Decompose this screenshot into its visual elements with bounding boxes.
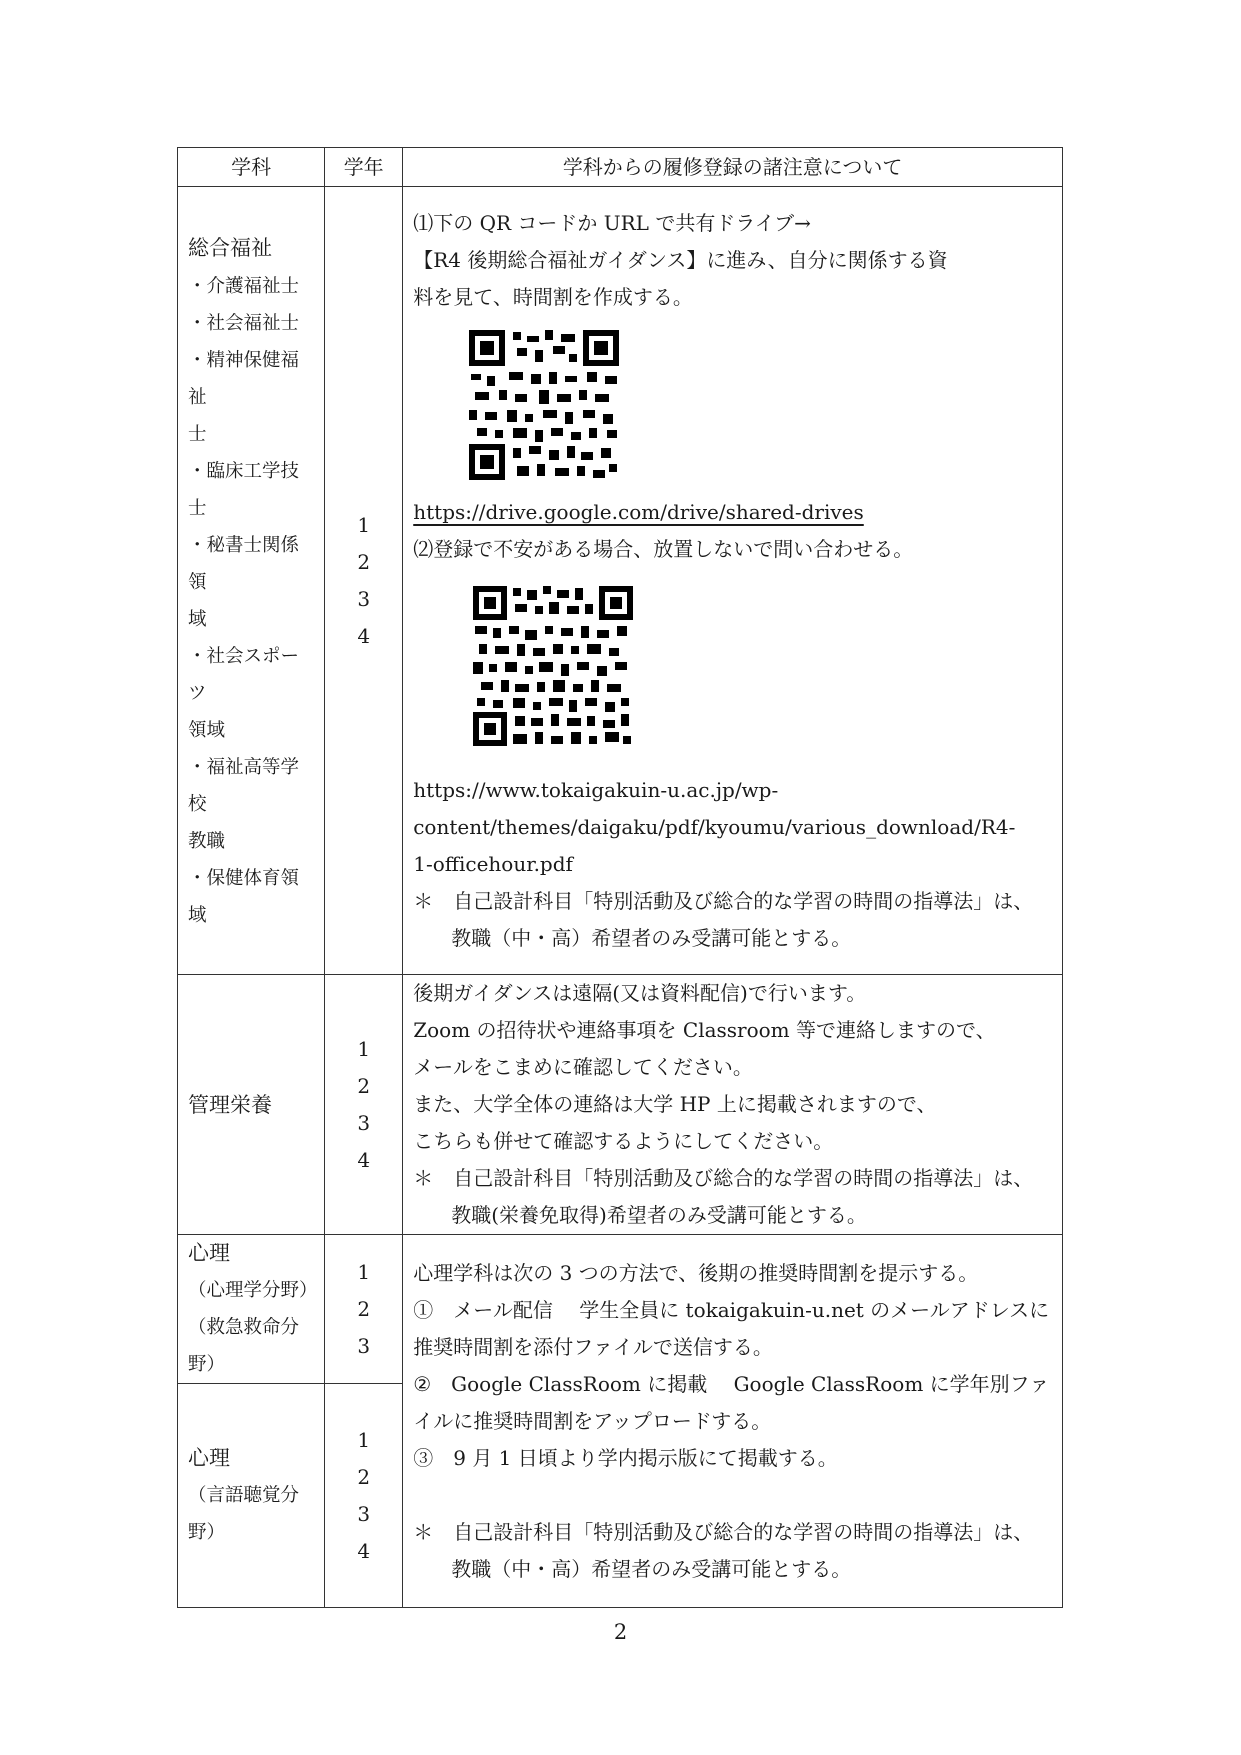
header-department: 学科 — [178, 148, 325, 187]
year-value: 2 — [357, 1464, 371, 1489]
psychology-speech-dept-cell — [178, 1384, 325, 1608]
year-value: 4 — [357, 1538, 371, 1563]
dept-item: ・介護福祉士 — [188, 275, 300, 297]
dept-item: ・社会スポーツ — [188, 645, 300, 704]
note-line: ⑴下の QR コードか URL で共有ドライブ→ — [413, 210, 811, 235]
dept-field: （心理学分野） — [188, 1280, 318, 1301]
dept-item: 教職 — [188, 830, 226, 852]
nutrition-dept-cell — [178, 975, 325, 1235]
nutrition-notes-cell — [403, 975, 1063, 1235]
dept-field: （救急救命分野） — [188, 1317, 300, 1375]
year-value: 3 — [357, 586, 371, 611]
url-line[interactable]: content/themes/daigaku/pdf/kyoumu/various_download/R4- — [413, 814, 1016, 839]
qr-code-icon — [473, 586, 633, 746]
url-line[interactable]: https://www.tokaigakuin-u.ac.jp/wp- — [413, 777, 779, 802]
dept-item: ・福祉高等学校 — [188, 756, 300, 815]
note-line: メールをこまめに確認してください。 — [413, 1055, 753, 1079]
dept-item: ・保健体育領域 — [188, 867, 300, 926]
year-value: 4 — [357, 623, 371, 648]
year-value: 1 — [357, 512, 371, 537]
dept-item: ・臨床工学技士 — [188, 460, 300, 519]
header-row — [178, 148, 1063, 187]
year-value: 3 — [357, 1110, 371, 1135]
year-value: 1 — [357, 1036, 371, 1061]
year-value: 2 — [357, 549, 371, 574]
year-value: 2 — [357, 1073, 371, 1098]
officehour-url[interactable] — [413, 809, 1052, 846]
dept-item: 域 — [188, 608, 207, 630]
row-welfare — [178, 187, 1063, 975]
dept-item: ・精神保健福祉 — [188, 349, 300, 408]
year-value: 1 — [357, 1259, 371, 1284]
header-notes: 学科からの履修登録の諸注意について — [403, 148, 1063, 187]
year-value: 2 — [357, 1296, 371, 1321]
qr-code-icon — [469, 330, 619, 480]
dept-field: （言語聴覚分野） — [188, 1485, 300, 1543]
dept-item: ・秘書士関係領 — [188, 534, 300, 593]
officehour-url[interactable] — [413, 772, 1052, 809]
page-number: 2 — [613, 1620, 628, 1644]
year-value: 4 — [357, 1147, 371, 1172]
row-nutrition — [178, 975, 1063, 1235]
note-line: 【R4 後期総合福祉ガイダンス】に進み、自分に関係する資 — [413, 247, 948, 272]
dept-name: 心理 — [188, 1446, 230, 1470]
year-value: 3 — [357, 1333, 371, 1358]
note-line: ① メール配信 学生全員に tokaigakuin-u.net のメールアドレスに推奨時間割を添付ファイルで送信する。 — [413, 1297, 1050, 1359]
nutrition-years-cell — [325, 975, 403, 1235]
dept-name: 心理 — [188, 1241, 230, 1265]
spacer — [413, 1477, 1052, 1514]
note-line: 心理学科は次の 3 つの方法で、後期の推奨時間割を提示する。 — [413, 1260, 979, 1285]
guidance-table — [177, 147, 1063, 1608]
dept-name: 総合福祉 — [188, 235, 272, 260]
psychology-notes-cell — [403, 1235, 1063, 1608]
psychology-years-cell — [325, 1235, 403, 1384]
teaching-note: ＊ 自己設計科目「特別活動及び総合的な学習の時間の指導法」は、教職（中・高）希望者のみ受講可能とする。 — [413, 1519, 1034, 1581]
welfare-dept-cell — [178, 187, 325, 975]
year-value: 1 — [357, 1427, 371, 1452]
note-line: 料を見て、時間割を作成する。 — [413, 284, 693, 309]
teaching-note: ＊ 自己設計科目「特別活動及び総合的な学習の時間の指導法」は、教職（中・高）希望者のみ受講可能とする。 — [413, 888, 1034, 950]
drive-url[interactable] — [413, 494, 1052, 531]
dept-item: 士 — [188, 423, 207, 445]
welfare-years-cell — [325, 187, 403, 975]
note-line: ⑵登録で不安がある場合、放置しないで問い合わせる。 — [413, 536, 914, 561]
row-psychology-1 — [178, 1235, 1063, 1384]
header-year: 学年 — [325, 148, 403, 187]
year-value: 3 — [357, 1501, 371, 1526]
dept-name: 管理栄養 — [188, 1092, 272, 1117]
note-line: 後期ガイダンスは遠隔(又は資料配信)で行います。 — [413, 981, 867, 1005]
welfare-notes-cell — [403, 187, 1063, 975]
psychology-speech-years-cell — [325, 1384, 403, 1608]
drive-url-text[interactable]: https://drive.google.com/drive/shared-drives — [413, 499, 864, 524]
note-line: ② Google ClassRoom に掲載 Google ClassRoom に学年別ファイルに推奨時間割をアップロードする。 — [413, 1371, 1050, 1433]
dept-item: ・社会福祉士 — [188, 312, 300, 334]
note-line: また、大学全体の連絡は大学 HP 上に掲載されますので、 — [413, 1092, 937, 1116]
url-line[interactable]: 1-officehour.pdf — [413, 851, 573, 876]
note-line: Zoom の招待状や連絡事項を Classroom 等で連絡しますので、 — [413, 1018, 996, 1042]
note-line: ③ 9 月 1 日頃より学内掲示版にて掲載する。 — [413, 1445, 838, 1470]
note-line: こちらも併せて確認するようにしてください。 — [413, 1129, 834, 1153]
dept-item: 領域 — [188, 719, 226, 741]
officehour-url[interactable] — [413, 846, 1052, 883]
psychology-dept-cell — [178, 1235, 325, 1384]
teaching-note: ＊ 自己設計科目「特別活動及び総合的な学習の時間の指導法」は、教職(栄養免取得)希望者のみ受講可能とする。 — [413, 1166, 1034, 1227]
